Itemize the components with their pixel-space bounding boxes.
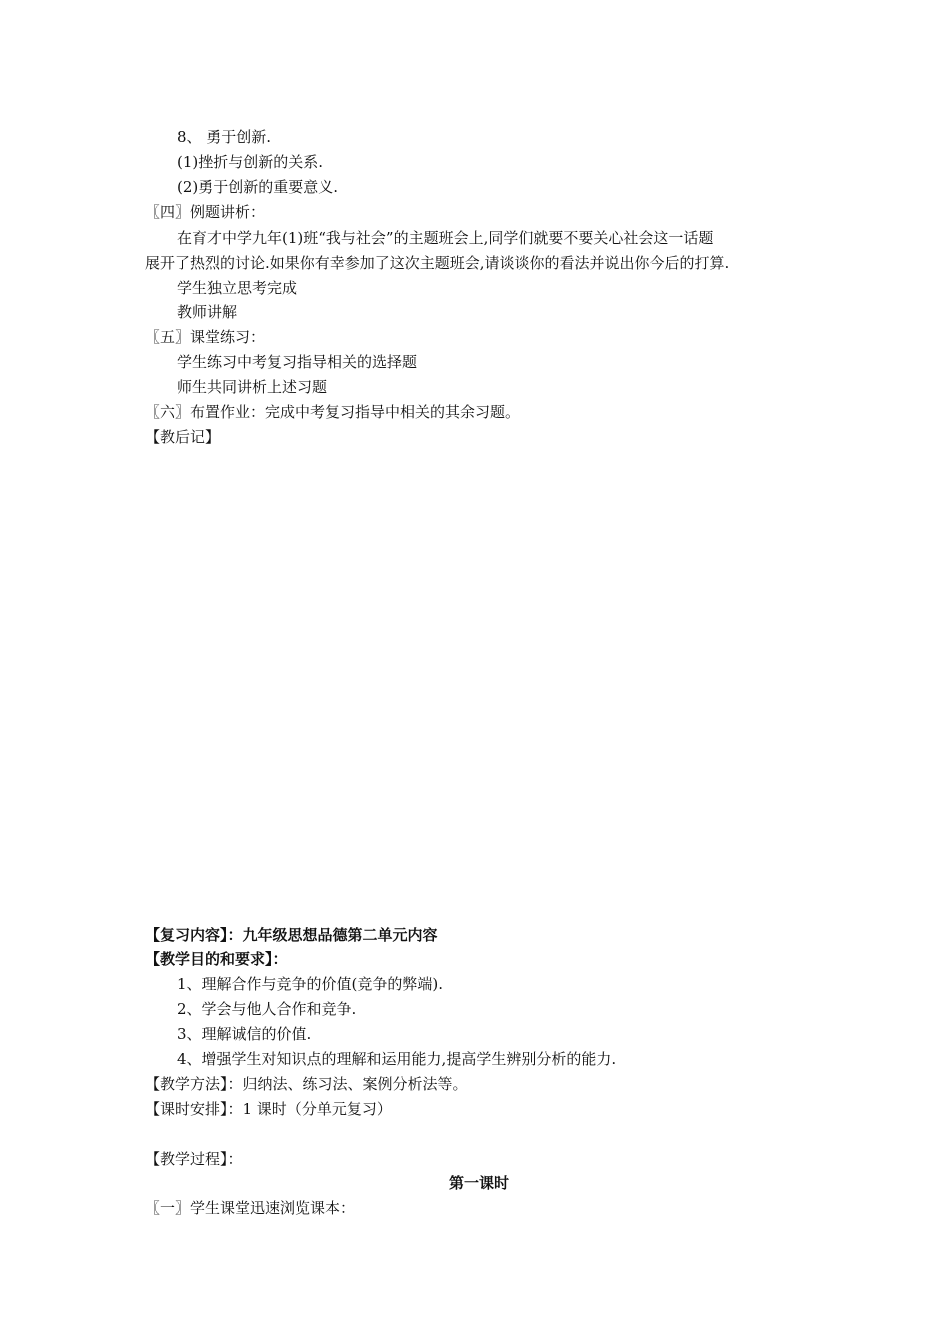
item-8-1: (1)挫折与创新的关系.	[177, 153, 324, 171]
lesson-title: 第一课时	[448, 1174, 509, 1192]
goal-item: 4、增强学生对知识点的理解和运用能力,提高学生辨别分析的能力.	[177, 1050, 617, 1068]
example-line-2: 展开了热烈的讨论.如果你有幸参加了这次主题班会,请谈谈你的看法并说出你今后的打算.	[145, 254, 730, 272]
step-1: 〖一〗学生课堂迅速浏览课本：	[145, 1199, 356, 1217]
section-5-heading: 〖五〗课堂练习：	[145, 328, 266, 346]
example-line-1: 在育才中学九年(1)班“我与社会”的主题班会上,同学们就要不要关心社会这一话题	[177, 229, 714, 247]
step-student: 学生独立思考完成	[177, 279, 298, 297]
process-heading: 【教学过程】：	[145, 1150, 243, 1168]
goal-item: 1、理解合作与竞争的价值(竞争的弊端).	[177, 975, 444, 993]
item-8: 8、 勇于创新.	[177, 128, 272, 146]
postscript-heading: 【教后记】	[145, 428, 221, 446]
item-8-2: (2)勇于创新的重要意义.	[177, 178, 339, 196]
goal-item: 2、学会与他人合作和竞争.	[177, 1000, 357, 1018]
lesson-schedule: 【课时安排】：1 课时（分单元复习）	[145, 1100, 392, 1118]
practice-2: 师生共同讲析上述习题	[177, 378, 328, 396]
practice-1: 学生练习中考复习指导相关的选择题	[177, 353, 418, 371]
section-4-heading: 〖四〗例题讲析：	[145, 203, 266, 221]
goals-heading: 【教学目的和要求】：	[145, 950, 288, 968]
teaching-methods: 【教学方法】：归纳法、练习法、案例分析法等。	[145, 1075, 468, 1093]
review-content: 【复习内容】：九年级思想品德第二单元内容	[145, 926, 438, 944]
goal-item: 3、理解诚信的价值.	[177, 1025, 312, 1043]
section-6: 〖六〗布置作业：完成中考复习指导中相关的其余习题。	[145, 403, 521, 421]
step-teacher: 教师讲解	[177, 303, 238, 321]
